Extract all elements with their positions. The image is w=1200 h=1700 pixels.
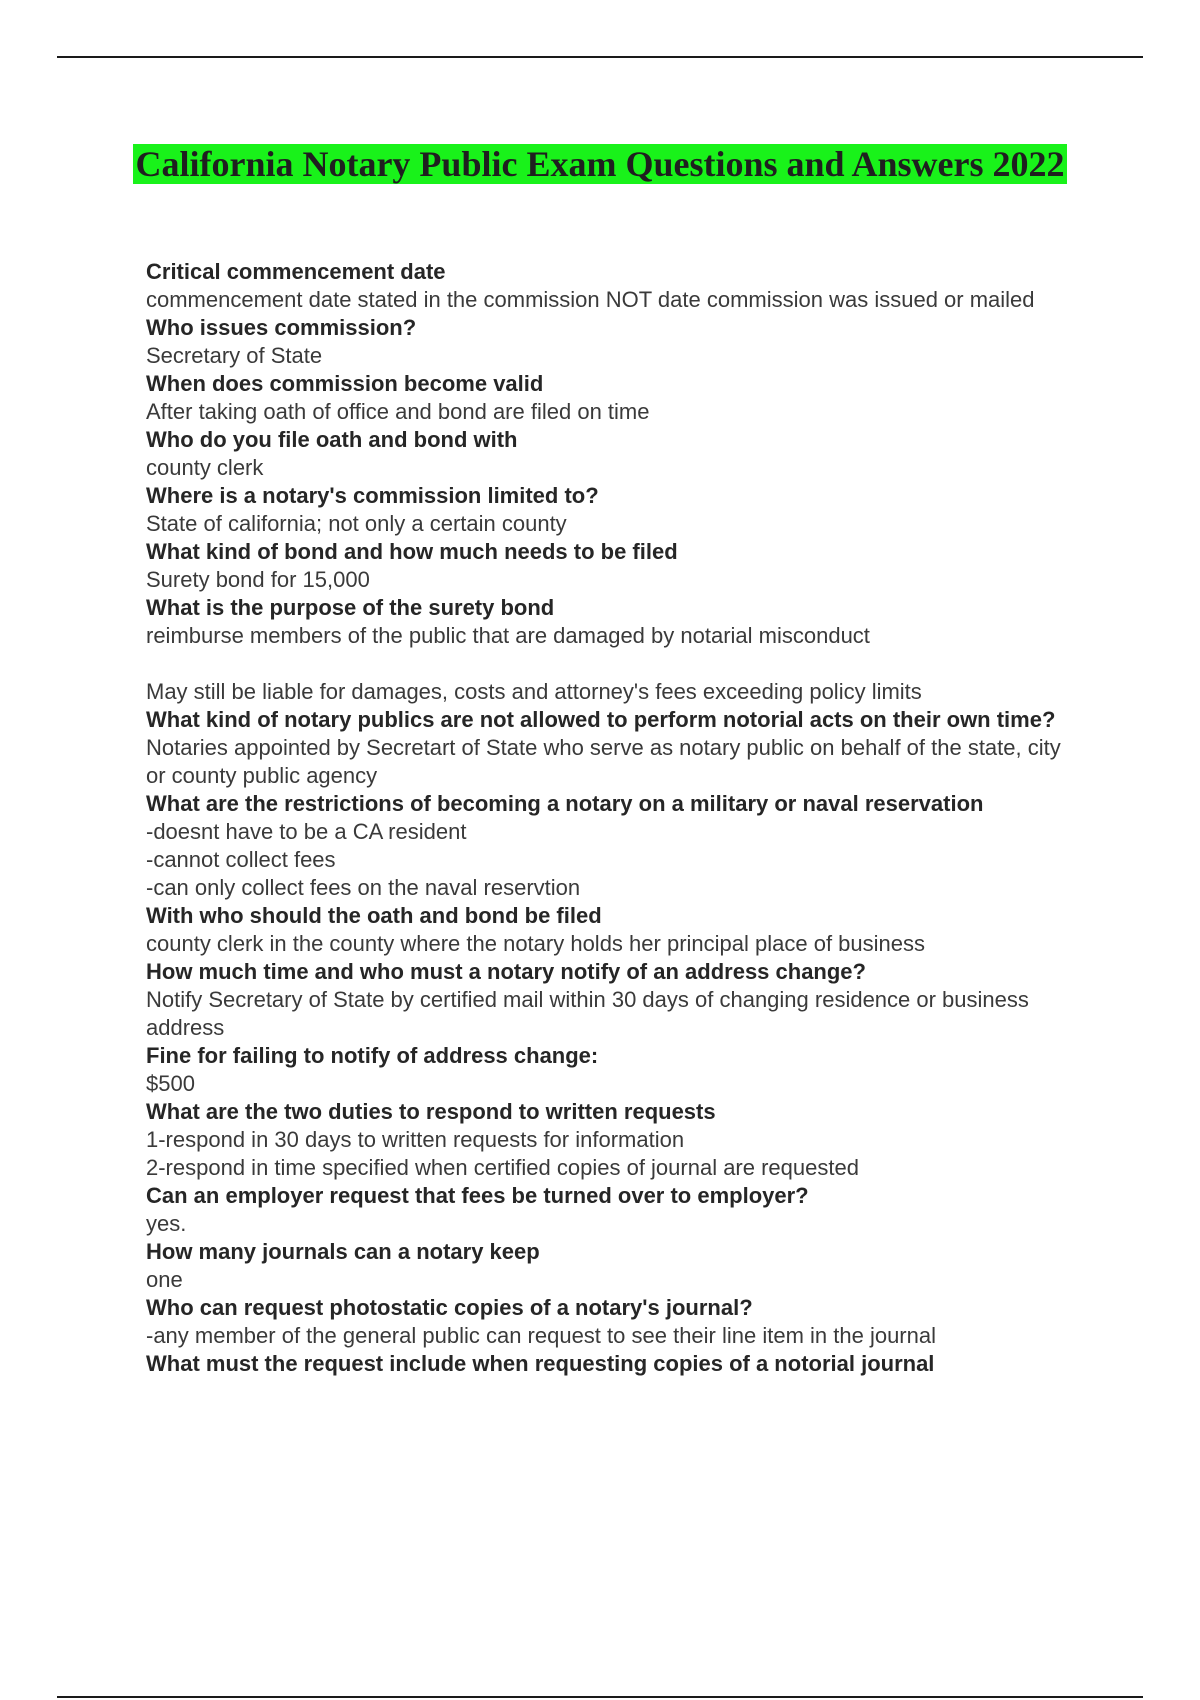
answer-text: one: [146, 1267, 183, 1292]
question-text: When does commission become valid: [146, 371, 544, 396]
answer-text: Secretary of State: [146, 343, 323, 368]
question-text: With who should the oath and bond be filed: [146, 903, 602, 928]
answer-text: commencement date stated in the commission NOT date commission was issued or mailed: [146, 287, 1035, 312]
answer-text: reimburse members of the public that are damaged by notarial misconduct: [146, 623, 870, 648]
answer-text: county clerk: [146, 455, 264, 480]
question-text: Fine for failing to notify of address change:: [146, 1043, 599, 1068]
answer-text: Notify Secretary of State by certified mail within 30 days of changing residence or business address: [146, 987, 1029, 1040]
top-rule: [57, 56, 1143, 58]
document-title: [100, 142, 1100, 186]
question-text: What is the purpose of the surety bond: [146, 595, 555, 620]
question-text: Who issues commission?: [146, 315, 417, 340]
question-text: What kind of notary publics are not allowed to perform notorial acts on their own time?: [146, 707, 1056, 732]
answer-text: -any member of the general public can request to see their line item in the journal: [146, 1323, 936, 1348]
answer-text: -cannot collect fees: [146, 847, 336, 872]
blank-line: [146, 650, 1086, 678]
question-text: Can an employer request that fees be turned over to employer?: [146, 1183, 809, 1208]
question-text: What are the restrictions of becoming a notary on a military or naval reservation: [146, 791, 984, 816]
question-text: How many journals can a notary keep: [146, 1239, 540, 1264]
answer-text: After taking oath of office and bond are filed on time: [146, 399, 650, 424]
answer-text: Notaries appointed by Secretart of State who serve as notary public on behalf of the state, city or county public agency: [146, 735, 1061, 788]
question-text: What must the request include when requesting copies of a notorial journal: [146, 1351, 935, 1376]
question-text: Who do you file oath and bond with: [146, 427, 518, 452]
question-text: Where is a notary's commission limited to?: [146, 483, 599, 508]
question-text: What kind of bond and how much needs to be filed: [146, 539, 678, 564]
answer-text: Surety bond for 15,000: [146, 567, 370, 592]
answer-text: county clerk in the county where the notary holds her principal place of business: [146, 931, 925, 956]
answer-text: State of california; not only a certain county: [146, 511, 567, 536]
answer-text: yes.: [146, 1211, 187, 1236]
question-text: Who can request photostatic copies of a notary's journal?: [146, 1295, 753, 1320]
answer-text: 2-respond in time specified when certified copies of journal are requested: [146, 1155, 859, 1180]
question-text: How much time and who must a notary notify of an address change?: [146, 959, 866, 984]
answer-text: 1-respond in 30 days to written requests for information: [146, 1127, 685, 1152]
question-text: Critical commencement date: [146, 259, 446, 284]
answer-text: -doesnt have to be a CA resident: [146, 819, 467, 844]
answer-text: May still be liable for damages, costs and attorney's fees exceeding policy limits: [146, 679, 922, 704]
bottom-rule: [57, 1696, 1143, 1698]
answer-text: -can only collect fees on the naval reservtion: [146, 875, 581, 900]
qa-list: [146, 258, 1086, 1378]
question-text: What are the two duties to respond to written requests: [146, 1099, 716, 1124]
title-highlight: California Notary Public Exam Questions and Answers 2022: [135, 144, 1065, 184]
answer-text: $500: [146, 1071, 195, 1096]
